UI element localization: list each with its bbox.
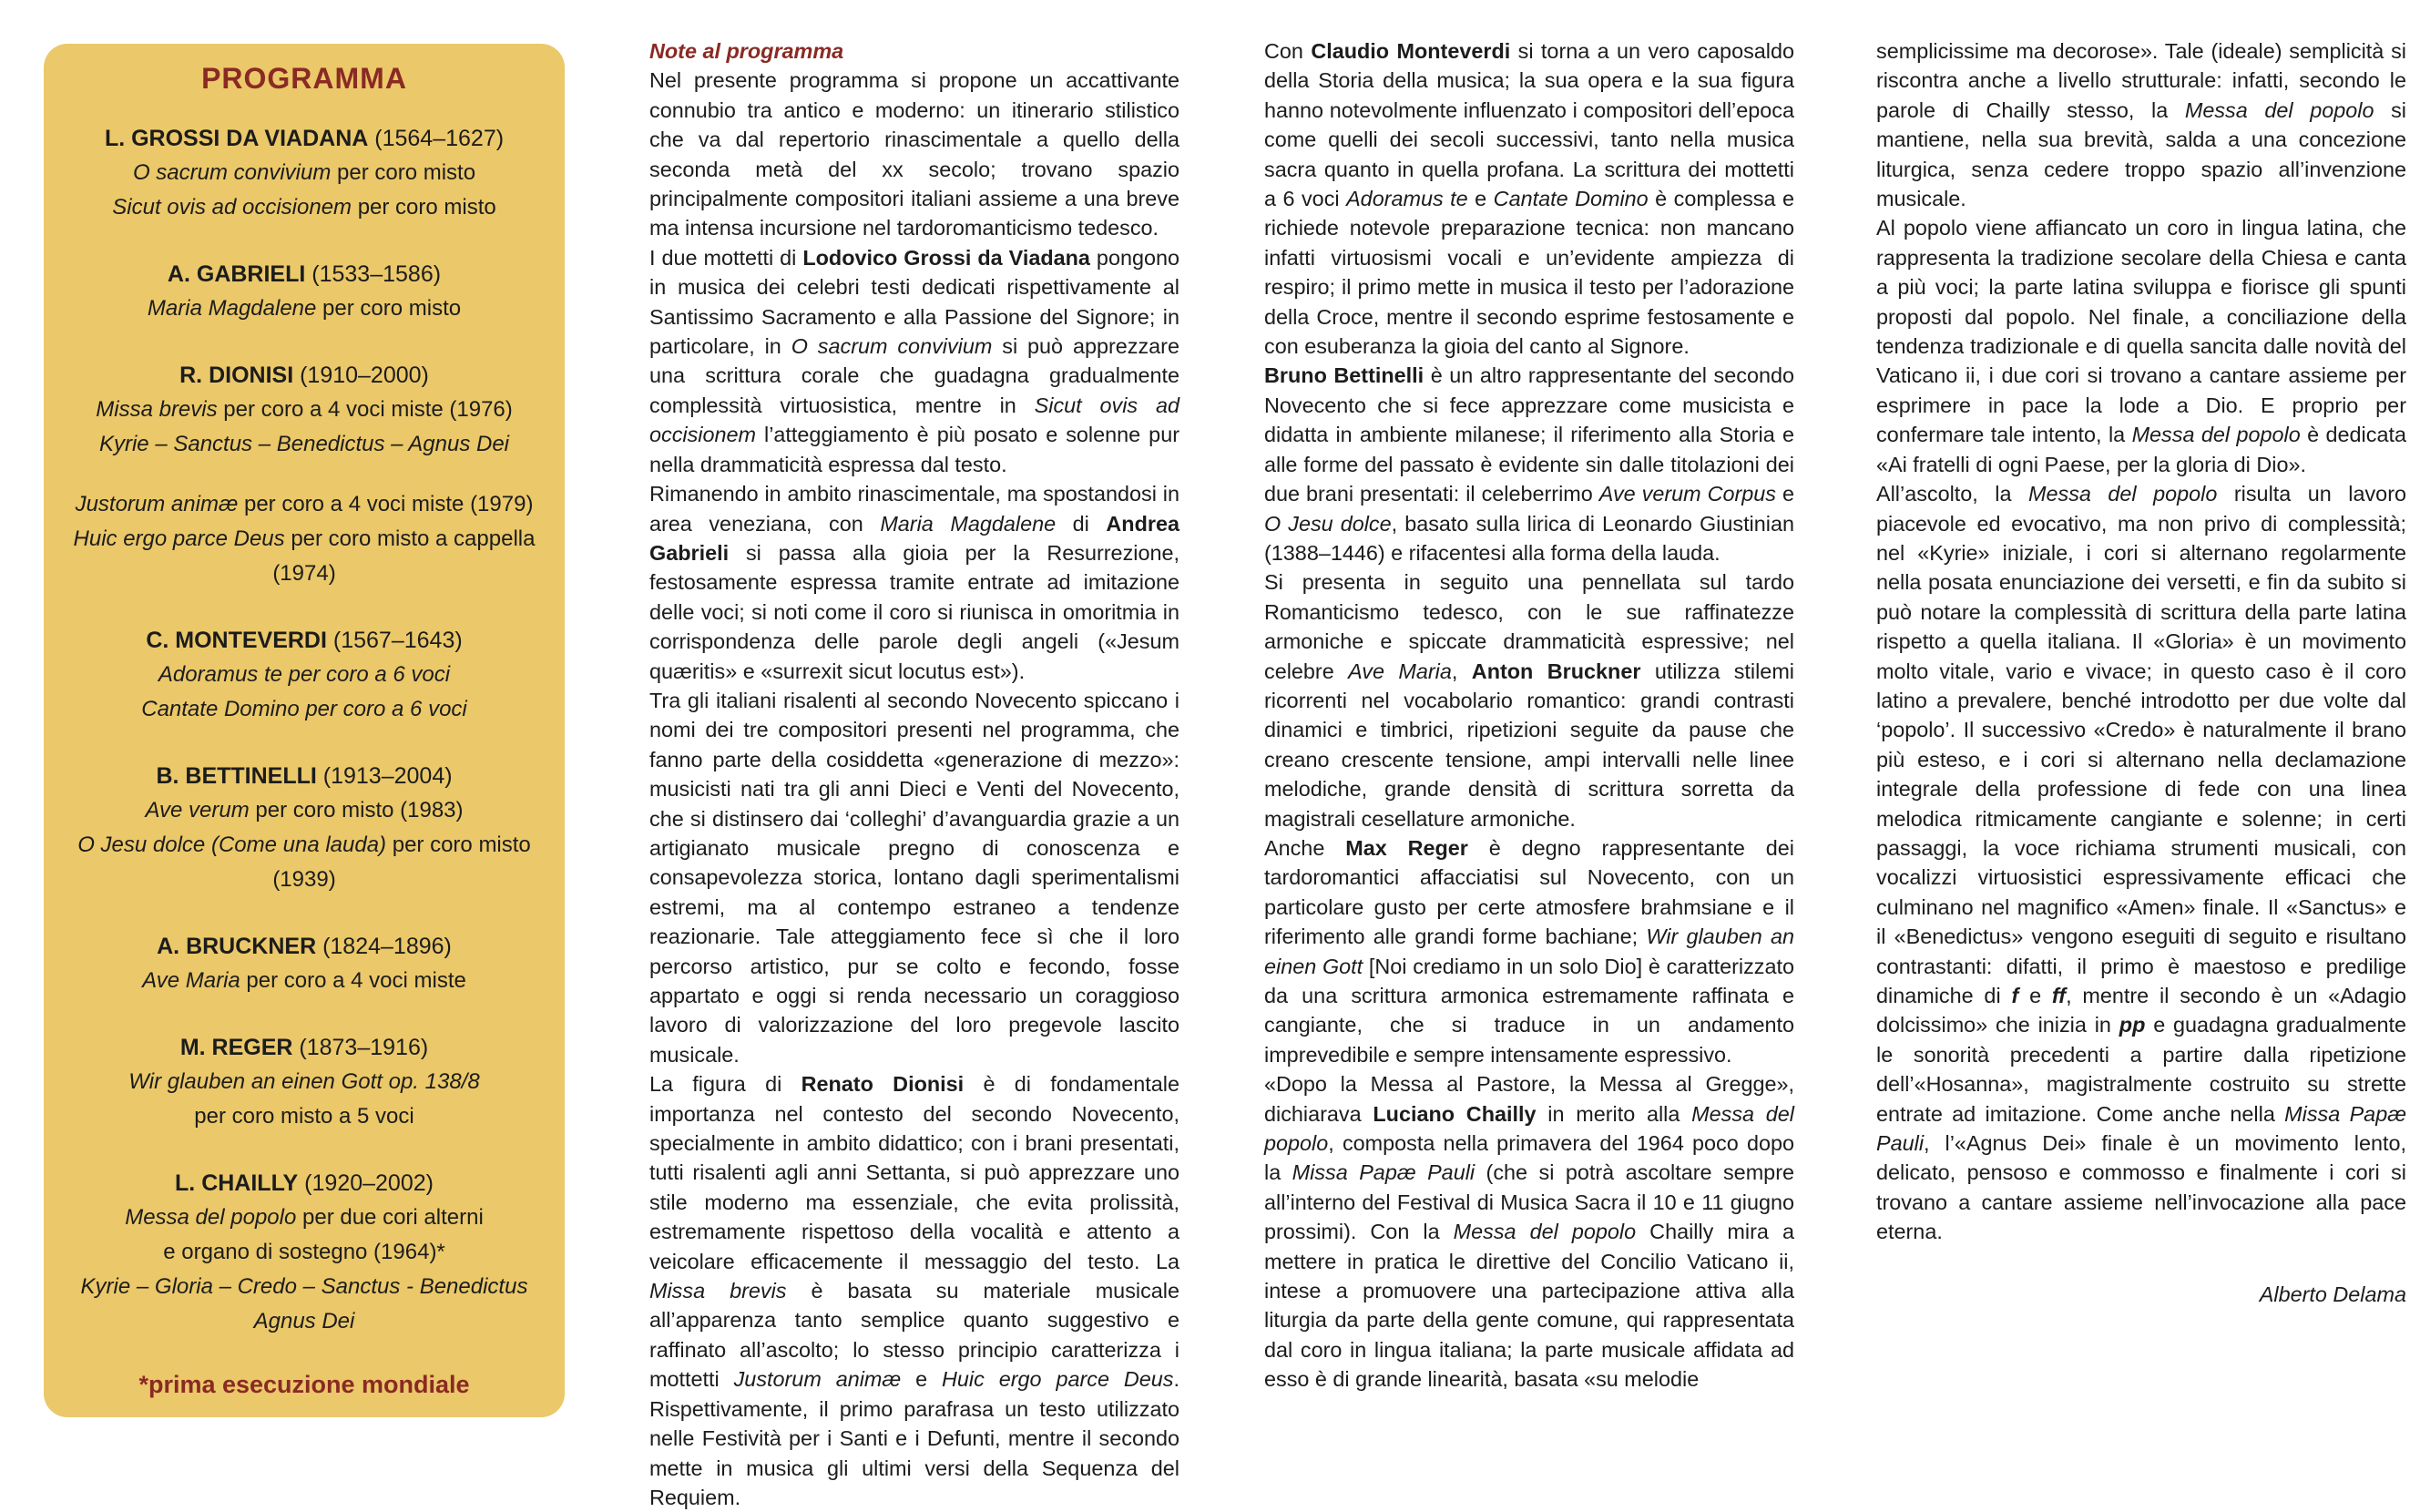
notes-title: Note al programma — [649, 39, 844, 63]
text-run: è di fondamentale importanza nel contesto del secondo Novecento, specialmente in ambito didattico; con i brani presentati, tutti risalenti agli anni Settanta, si può apprezzare uno stile moderno ma essenziale, che evita prolissità, estremamente rispettoso della vocalità e attento a veicolare efficacemente il messaggio del testo. La — [649, 1072, 1179, 1273]
composer-entry — [60, 121, 548, 225]
text-run: risulta un lavoro piacevole ed evocativo, ma non privo di complessità; nel «Kyrie» iniziale, i cori si alternano regolarmente nella posata enunciazione dei versetti, e fin da subito si può notare la complessità di scrittura della parte latina rispetto a quella italiana. Il «Gloria» è un movimento molto vitale, vario e vivace; in questo caso è il coro latino a prevalere, benché introdotto per due volte dal ‘popolo’. Il successivo «Credo» è naturalmente il brano più esteso, e i cori si alternano nella declamazione integrale della professione di fede con una linea melodica ritmicamente cangiante e solenne; in certi passaggi, la voce richiama strumenti musicali, con vocalizzi virtuosistici espressivamente efficaci che culminano nel magnifico «Amen» finale. Il «Sanctus» e il «Benedictus» vengono eseguiti di seguito e risultano contrastanti: difatti, il primo è maestoso e predilige dinamiche di — [1876, 482, 2406, 1007]
text-run: , l’«Agnus Dei» finale è un movimento lento, delicato, pensoso e commosso e finalmente i cori si trovano a cantare assieme nell’invocazione alla pace eterna. — [1876, 1131, 2406, 1244]
composer-dates: (1920–2002) — [298, 1170, 434, 1196]
text-run: e — [2018, 984, 2052, 1007]
text-run: Nel presente programma si propone un accattivante connubio tra antico e moderno: un itinerario stilistico che va dal repertorio rinascimentale a quello della seconda metà del xx secolo; trovano spazio principalmente compositori italiani assieme a una breve ma intensa incursione nel tardoromanticismo tedesco. — [649, 68, 1179, 240]
notes-column-2 — [1264, 36, 1794, 1395]
work-title: Maria Magdalene — [147, 296, 317, 321]
programma-title: PROGRAMMA — [201, 62, 407, 95]
text-run: è un altro rappresentante del secondo Novecento che si fece apprezzare come musicista e didatta in ambiente milanese; il riferimento alla Storia e alle forme del passato è evidente sin dalle titolazioni dei due brani presentati: il celeberrimo — [1264, 363, 1794, 506]
composer-dates: (1567–1643) — [326, 628, 463, 653]
text-run: Missa brevis — [649, 1279, 787, 1303]
work-line — [60, 1099, 548, 1134]
text-run: si passa alla gioia per la Resurrezione, festosamente espressa tramite entrate ad imitazione delle voci; si noti come il coro si riunisca in omoritmia in corrispondenza delle parole degli angeli («Jesum quæritis» e «surrexit sicut locutus est»). — [649, 540, 1179, 683]
work-scoring: per coro a 4 voci miste (1979) — [238, 492, 534, 516]
text-run: Messa del popolo — [2131, 423, 2301, 447]
work-title: Justorum animæ — [75, 492, 239, 516]
work-line — [60, 291, 548, 326]
composer-dates: (1913–2004) — [316, 763, 453, 789]
text-run: , composta nella primavera del 1964 poco dopo la — [1264, 1131, 1794, 1185]
text-run: O sacrum convivium — [791, 334, 993, 359]
text-run: [Noi crediamo in un solo Dio] è caratterizzato da una scrittura armonica estremamente raffinata e cangiante, che si traduce in un andamento imprevedibile e sempre intensamente espressivo. — [1264, 954, 1794, 1067]
text-run: Maria Magdalene — [880, 511, 1057, 536]
text-run: semplicissime ma decorose». Tale (ideale) semplicità si riscontra anche a livello strutturale: infatti, secondo le parole di Chailly stesso, la — [1876, 39, 2406, 122]
note-paragraph — [1264, 361, 1794, 567]
composer-heading — [60, 759, 548, 793]
text-run: Messa del popolo — [2028, 482, 2218, 506]
text-run: si mantiene, nella sua brevità, salda a una concezione liturgica, senza cedere troppo spazio all’invenzione musicale. — [1876, 97, 2406, 211]
composer-entry — [60, 358, 548, 591]
text-run: Messa del popolo — [1453, 1220, 1637, 1244]
work-line — [60, 1304, 548, 1339]
work-scoring: per coro a 4 voci miste — [240, 968, 466, 993]
work-scoring: e organo di sostegno (1964)* — [163, 1240, 445, 1264]
work-title: Ave Maria — [142, 968, 240, 993]
composer-dates: (1824–1896) — [316, 934, 452, 959]
text-run: Sicut ovis ad occisionem — [649, 393, 1179, 447]
note-paragraph — [649, 66, 1179, 242]
text-run: Huic ergo parce Deus — [942, 1367, 1174, 1392]
note-paragraph — [1264, 567, 1794, 833]
text-run: I due mottetti di — [649, 245, 803, 270]
composer-entry — [60, 1166, 548, 1339]
work-title: Cantate Domino per coro a 6 voci — [141, 697, 467, 721]
work-line — [60, 1200, 548, 1235]
text-run: Luciano Chailly — [1373, 1101, 1537, 1126]
note-paragraph — [649, 479, 1179, 686]
composer-heading — [60, 1030, 548, 1065]
work-line — [60, 522, 548, 591]
composer-entry — [60, 623, 548, 727]
text-run: pongono in musica dei celebri testi dedicati rispettivamente al Santissimo Sacramento e alla Passione del Signore; in particolare, in — [649, 245, 1179, 359]
text-run: Rimanendo in ambito rinascimentale, ma spostandosi in area veneziana, con — [649, 482, 1179, 536]
work-line — [60, 1235, 548, 1270]
composer-heading — [60, 929, 548, 964]
text-run: Justorum animæ — [733, 1367, 902, 1392]
note-paragraph — [649, 243, 1179, 479]
note-paragraph — [1264, 833, 1794, 1069]
composer-name: M. REGER — [179, 1035, 293, 1060]
composer-heading — [60, 257, 548, 291]
text-run: . Rispettivamente, il primo parafrasa un testo utilizzato nelle Festività per i Santi e i Defunti, mentre il secondo mette in musica gli ultimi versi della Sequenza del Requiem. — [649, 1367, 1179, 1509]
work-scoring: per due cori alterni — [296, 1205, 484, 1230]
work-title: Missa brevis — [96, 397, 218, 422]
text-run: La figura di — [649, 1072, 802, 1097]
text-run: è degno rappresentante dei tardoromantici affacciatisi sul Novecento, con un particolare gusto per certe atmosfere brahmsiane e il riferimento alle grandi forme bachiane; — [1264, 835, 1794, 949]
text-run: Si presenta in seguito una pennellata sul tardo Romanticismo tedesco, con le sue raffinatezze armoniche e spiccate drammaticità espressive; nel celebre — [1264, 570, 1794, 683]
text-run: Max Reger — [1345, 835, 1468, 860]
work-scoring: per coro misto a cappella (1974) — [272, 526, 536, 586]
text-run: Anche — [1264, 835, 1346, 860]
work-line — [60, 393, 548, 427]
text-run: e guadagna gradualmente le sonorità precedenti a partire dalla ripetizione dell’«Hosanna», magistralmente costruito su strette entrate ad imitazione. Come anche nella — [1876, 1013, 2406, 1126]
text-run: O Jesu dolce — [1264, 511, 1392, 536]
text-run: è complessa e richiede notevole preparazione tecnica: non mancano infatti virtuosismi vocali e un’evidente ampiezza di respiro; il primo mette in musica il testo per l’adorazione della Croce, mentre il secondo esprime festosamente e con esuberanza la gioia del canto al Signore. — [1264, 187, 1794, 359]
work-scoring: per coro misto a 5 voci — [194, 1104, 414, 1129]
work-line — [60, 156, 548, 190]
work-title: Agnus Dei — [253, 1309, 355, 1333]
text-run: Anton Bruckner — [1471, 659, 1641, 683]
composer-heading — [60, 358, 548, 393]
text-run: Ave verum Corpus — [1598, 482, 1776, 506]
composer-name: A. BRUCKNER — [157, 934, 317, 959]
work-title: Sicut ovis ad occisionem — [112, 195, 352, 220]
work-scoring: per coro misto — [316, 296, 462, 321]
text-run: Tra gli italiani risalenti al secondo Novecento spiccano i nomi dei tre compositori presenti nel programma, che fanno parte della cosiddetta «generazione di mezzo»: musicisti nati tra gli anni Dieci e Venti del Novecento, che si distinsero dai ‘colleghi’ d’avanguardia grazie a un artigianato musicale pregno di conoscenza e consapevolezza storica, lontano dagli sperimentalismi estremi, ma al contempo estraneo a tendenze reazionarie. Tale atteggiamento fece sì che il loro percorso artistico, pur se colto e fecondo, fosse appartato e oggi si renda necessario un coraggioso lavoro di valorizzazione del loro pregevole lascito musicale. — [649, 688, 1179, 1067]
work-line — [60, 487, 548, 522]
composer-name: L. GROSSI DA VIADANA — [104, 126, 369, 151]
text-run: Missa Papæ Pauli — [1876, 1101, 2406, 1156]
text-run: Messa del popolo — [1264, 1101, 1794, 1156]
text-run: è basata su materiale musicale all’apparenza tanto semplice quanto suggestivo e raffinato all’ascolto; lo stesso principio caratterizza i mottetti — [649, 1279, 1179, 1392]
work-line — [60, 793, 548, 828]
spacer — [60, 462, 548, 487]
text-run: (che si potrà ascoltare sempre all’interno del Festival di Musica Sacra il 10 e 11 giugno prossimi). Con la — [1264, 1160, 1794, 1244]
text-run: in merito alla — [1536, 1101, 1692, 1126]
work-title: Wir glauben an einen Gott op. 138/8 — [128, 1069, 480, 1094]
text-run: Chailly mira a mettere in pratica le direttive del Concilio Vaticano ii, intese a promuovere una partecipazione attiva alla liturgia da parte della gente comune, qui rappresentata dal coro in lingua italiana; la parte musicale affidata ad esso è di grande linearità, basata «su melodie — [1264, 1220, 1794, 1392]
text-run: l’atteggiamento è più posato e solenne pur nella drammaticità espressa dal testo. — [649, 423, 1179, 476]
composer-entry — [60, 257, 548, 326]
text-run: All’ascolto, la — [1876, 482, 2029, 506]
text-run: , basato sulla lirica di Leonardo Giustinian (1388–1446) e rifacentesi alla forma della lauda. — [1264, 511, 1794, 565]
text-run: Con — [1264, 39, 1312, 63]
text-run: , — [1451, 659, 1472, 683]
composer-heading — [60, 1166, 548, 1200]
composer-dates: (1533–1586) — [305, 261, 442, 287]
text-run: si può apprezzare una scrittura corale che guadagna gradualmente complessità virtuosistica, mentre in — [649, 334, 1179, 417]
text-run: Bruno Bettinelli — [1264, 363, 1424, 388]
work-line — [60, 1270, 548, 1304]
work-line — [60, 658, 548, 692]
composer-name: A. GABRIELI — [167, 261, 306, 287]
text-run: Al popolo viene affiancato un coro in lingua latina, che rappresenta la tradizione secolare della Chiesa e canta a più voci; la parte latina sviluppa e fiorisce gli spunti proposti dal popolo. Nel finale, a conciliazione della tendenza tradizionale e di quella sancita dalle novità del Vaticano ii, i due cori si trovano a cantare assieme per esprimere in pace la lode a Dio. E proprio per confermare tale intento, la — [1876, 216, 2406, 447]
work-title: Ave verum — [145, 798, 250, 822]
work-title: Adoramus te per coro a 6 voci — [158, 662, 451, 687]
text-run: Adoramus te — [1346, 187, 1468, 211]
text-run: ff — [2051, 984, 2067, 1007]
composer-dates: (1873–1916) — [292, 1035, 429, 1060]
text-run: f — [2011, 984, 2019, 1007]
work-line — [60, 828, 548, 897]
work-scoring: per coro misto (1939) — [272, 833, 531, 892]
composer-list — [60, 121, 548, 1339]
note-paragraph — [1264, 36, 1794, 361]
work-scoring: per coro misto — [331, 160, 476, 185]
work-title: O sacrum convivium — [132, 160, 332, 185]
note-paragraph — [1876, 479, 2406, 1247]
text-run: Wir glauben an einen Gott — [1264, 925, 1794, 978]
composer-entry — [60, 1030, 548, 1134]
note-paragraph — [1876, 213, 2406, 479]
composer-dates: (1564–1627) — [368, 126, 505, 151]
text-run: , mentre il secondo è un «Adagio dolcissimo» che inizia in — [1876, 984, 2406, 1037]
note-paragraph — [1264, 1069, 1794, 1394]
note-paragraph — [1876, 36, 2406, 213]
text-run: pp — [2119, 1013, 2146, 1037]
work-line — [60, 692, 548, 727]
text-run: Messa del popolo — [2184, 97, 2374, 122]
note-paragraph — [649, 686, 1179, 1069]
text-run: «Dopo la Messa al Pastore, la Messa al Gregge», dichiarava — [1264, 1072, 1794, 1126]
text-run: Ave Maria — [1348, 659, 1452, 683]
work-scoring: per coro misto — [352, 195, 496, 220]
text-run: e — [901, 1367, 943, 1392]
composer-entry — [60, 929, 548, 998]
text-run: Claudio Monteverdi — [1311, 39, 1511, 63]
composer-entry — [60, 759, 548, 897]
programma-box — [44, 44, 565, 1417]
text-run: è dedicata «Ai fratelli di ogni Paese, per la gloria di Dio». — [1876, 423, 2406, 476]
composer-heading — [60, 121, 548, 156]
composer-heading — [60, 623, 548, 658]
work-line — [60, 190, 548, 225]
text-run: Cantate Domino — [1493, 187, 1649, 211]
text-run: Missa Papæ Pauli — [1292, 1160, 1475, 1185]
notes-column-1 — [649, 36, 1179, 1512]
work-line — [60, 427, 548, 462]
work-title: Kyrie – Sanctus – Benedictus – Agnus Dei — [98, 432, 510, 456]
work-title: O Jesu dolce (Come una lauda) — [77, 833, 387, 857]
text-run: di — [1056, 511, 1107, 536]
work-scoring: per coro misto (1983) — [249, 798, 464, 822]
text-run: utilizza stilemi ricorrenti nel vocabolario romantico: grandi contrasti dinamici e timbrici, ripetizioni seguite da pause che creano crescente tensione, ampi intervalli nelle linee melodiche, grande densità di scrittura sorretta da magistrali cesellature armoniche. — [1264, 659, 1795, 831]
text-run: si torna a un vero caposaldo della Storia della musica; la sua opera e la sua figura hanno notevolmente influenzato i compositori dell’epoca come quelli dei secoli successivi, tanto nella musica sacra quanto in quella profana. La scrittura dei mottetti a 6 voci — [1264, 39, 1794, 211]
work-title: Kyrie – Gloria – Credo – Sanctus - Benedictus — [80, 1274, 528, 1299]
text-run: e — [1776, 482, 1794, 506]
work-line — [60, 964, 548, 998]
composer-name: R. DIONISI — [179, 363, 294, 388]
composer-name: B. BETTINELLI — [156, 763, 317, 789]
note-paragraph — [649, 1069, 1179, 1512]
text-run: e — [1467, 187, 1494, 211]
programma-footnote: *prima esecuzione mondiale — [138, 1371, 470, 1398]
work-title: Messa del popolo — [125, 1205, 297, 1230]
composer-dates: (1910–2000) — [293, 363, 429, 388]
work-line — [60, 1065, 548, 1099]
work-title: Huic ergo parce Deus — [73, 526, 285, 551]
author-signature: Alberto Delama — [2259, 1282, 2406, 1306]
work-scoring: per coro a 4 voci miste (1976) — [217, 397, 513, 422]
notes-column-3 — [1876, 36, 2406, 1309]
text-run: Renato Dionisi — [801, 1072, 965, 1097]
text-run: Lodovico Grossi da Viadana — [802, 245, 1090, 270]
composer-name: C. MONTEVERDI — [146, 628, 327, 653]
text-run: Andrea Gabrieli — [649, 511, 1179, 565]
composer-name: L. CHAILLY — [175, 1170, 299, 1196]
